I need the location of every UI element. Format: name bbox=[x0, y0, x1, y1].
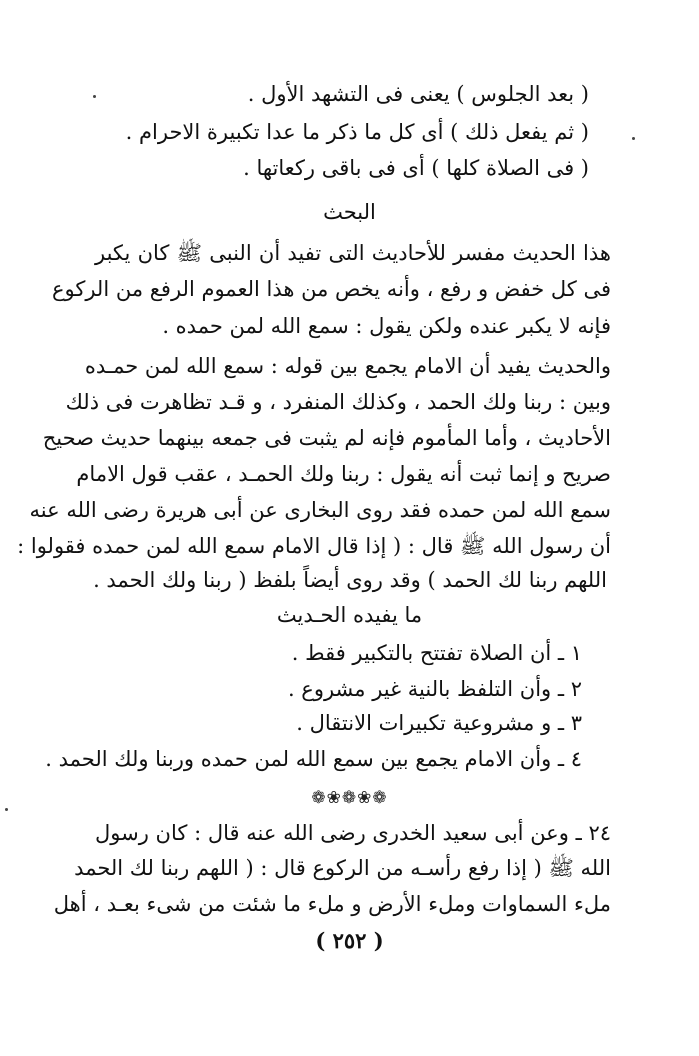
note-line-1: ( بعد الجلوس ) يعنى فى التشهد الأول . bbox=[247, 82, 589, 106]
paragraph2-line-2: وبين : ربنا ولك الحمد ، وكذلك المنفرد ، و قـد تظاهرت فى ذلك bbox=[65, 390, 611, 414]
benefit-item-2: ٢ ـ وأن التلفظ بالنية غير مشروع . bbox=[287, 677, 582, 701]
benefit-item-1: ١ ـ أن الصلاة تفتتح بالتكبير فقط . bbox=[291, 641, 582, 665]
benefits-title: ما يفيده الحـديث bbox=[276, 603, 423, 627]
paragraph2-line-5: سمع الله لمن حمده فقد روى البخارى عن أبى هريرة رضى الله عنه bbox=[29, 498, 611, 522]
benefit-item-3: ٣ ـ و مشروعية تكبيرات الانتقال . bbox=[296, 711, 582, 735]
note-line-2: ( ثم يفعل ذلك ) أى كل ما ذكر ما عدا تكبيرة الاحرام . bbox=[125, 120, 589, 144]
hadith24-line-3: ملء السماوات وملء الأرض و ملء ما شئت من شىء بعـد ، أهل bbox=[53, 892, 611, 916]
paragraph1-line-1: هذا الحديث مفسر للأحاديث التى تفيد أن النبى ﷺ كان يكبر bbox=[95, 241, 611, 265]
paragraph1-line-3: فإنه لا يكبر عنده ولكن يقول : سمع الله لمن حمده . bbox=[162, 314, 611, 338]
section-title: البحث bbox=[323, 200, 376, 224]
paragraph2-line-4: صريح و إنما ثبت أنه يقول : ربنا ولك الحمـد ، عقب قول الامام bbox=[76, 462, 611, 486]
hadith24-line-1: ٢٤ ـ وعن أبى سعيد الخدرى رضى الله عنه قال : كان رسول bbox=[95, 821, 611, 845]
hadith24-line-2: الله ﷺ ( إذا رفع رأسـه من الركوع قال : ( اللهم ربنا لك الحمد bbox=[74, 856, 611, 880]
note-line-3: ( فى الصلاة كلها ) أى فى باقى ركعاتها . bbox=[243, 156, 589, 180]
benefit-item-4: ٤ ـ وأن الامام يجمع بين سمع الله لمن حمده وربنا ولك الحمد . bbox=[45, 747, 582, 771]
scan-speck bbox=[632, 137, 635, 140]
paragraph2-line-7: اللهم ربنا لك الحمد ) وقد روى أيضاً بلفظ ( ربنا ولك الحمد . bbox=[93, 568, 607, 592]
page-number: ( ٢٥٢ ) bbox=[315, 928, 384, 953]
scan-speck bbox=[5, 808, 8, 811]
ornament-divider: ❁❀❁❀❁ bbox=[311, 788, 388, 808]
paragraph2-line-3: الأحاديث ، وأما المأموم فإنه لم يثبت فى جمعه بينهما حديث صحيح bbox=[42, 426, 611, 450]
scan-speck bbox=[93, 95, 96, 98]
paragraph2-line-1: والحديث يفيد أن الامام يجمع بين قوله : سمع الله لمن حمـده bbox=[84, 354, 611, 378]
paragraph2-line-6: أن رسول الله ﷺ قال : ( إذا قال الامام سمع الله لمن حمده فقولوا : bbox=[17, 534, 611, 558]
paragraph1-line-2: فى كل خفض و رفع ، وأنه يخص من هذا العموم الرفع من الركوع bbox=[51, 277, 611, 301]
